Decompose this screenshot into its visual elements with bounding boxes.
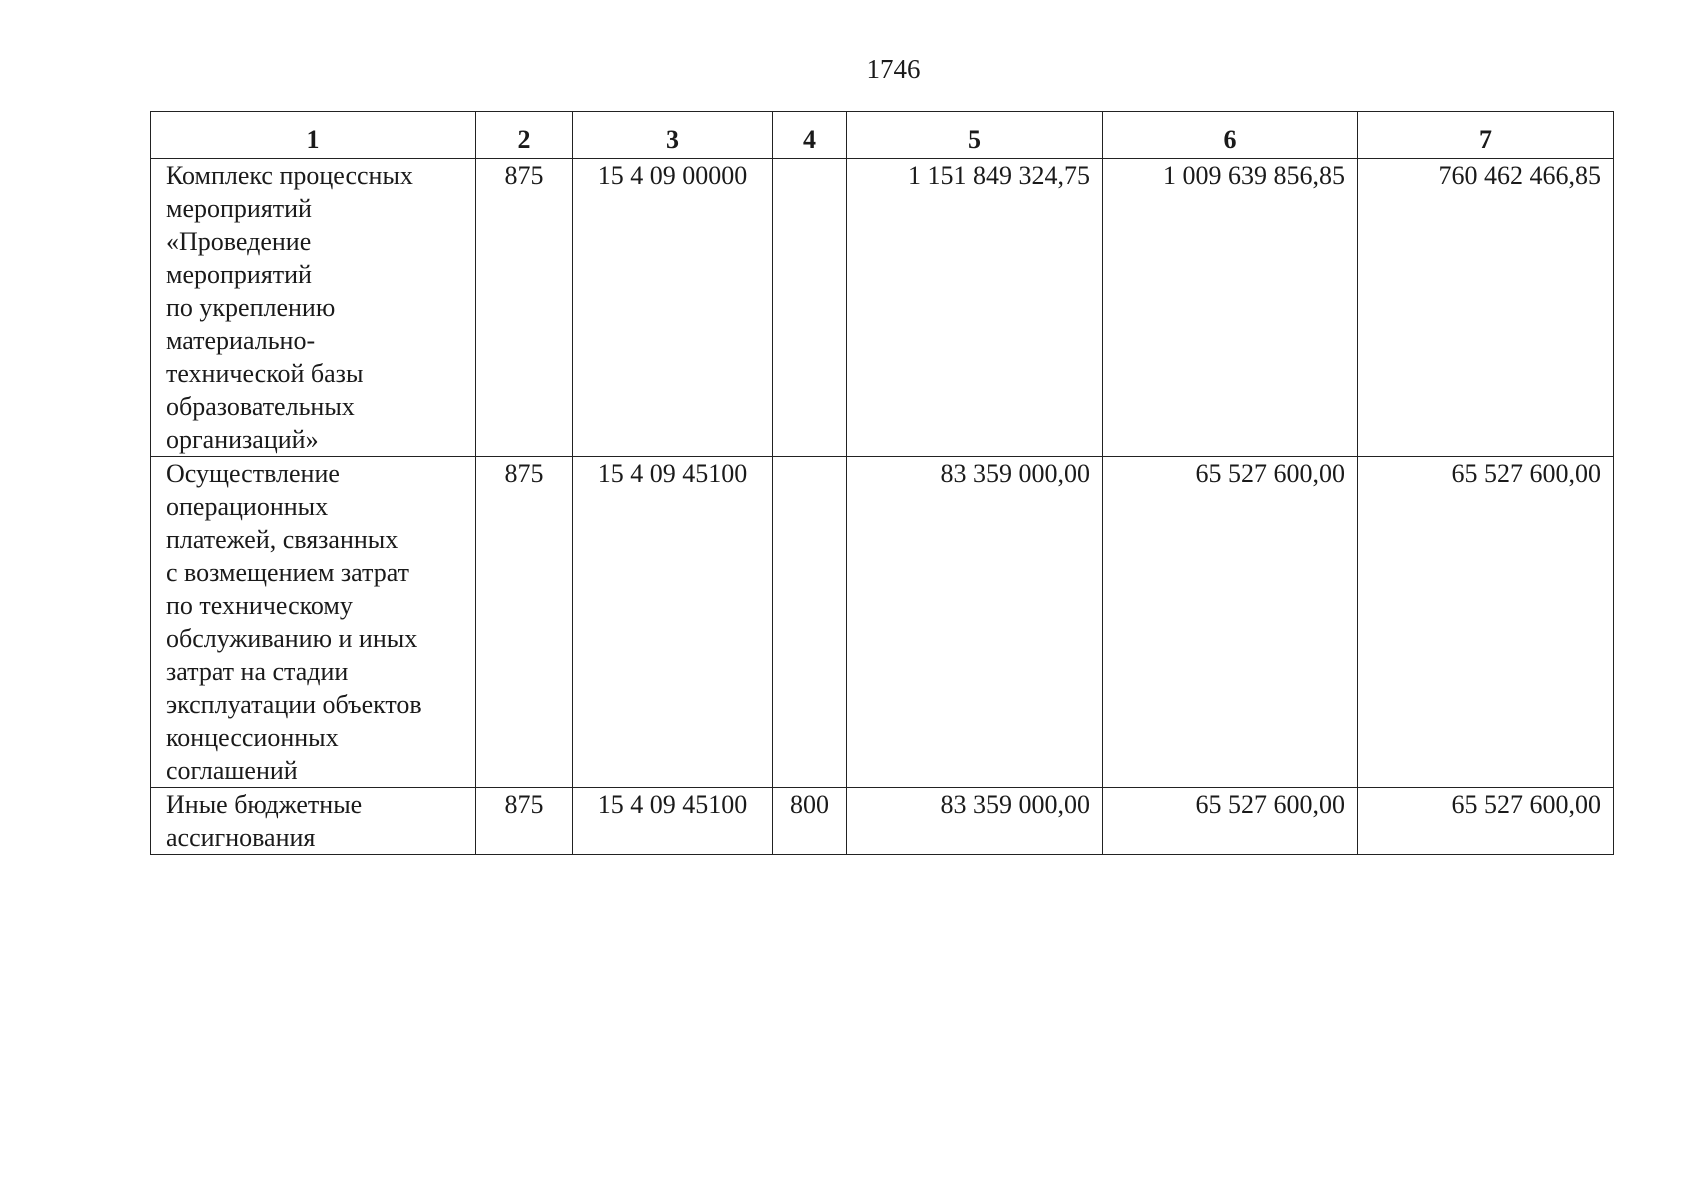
column-header-5: 5 <box>847 112 1103 159</box>
column-header-4: 4 <box>773 112 847 159</box>
ministry-code-cell: 875 <box>476 159 573 457</box>
row-name-cell <box>151 788 476 855</box>
table-row <box>151 457 1614 788</box>
amount-col5-cell: 1 151 849 324,75 <box>847 159 1103 457</box>
row-name-line: по укреплению <box>166 293 336 322</box>
column-header-3: 3 <box>573 112 773 159</box>
row-name-line: обслуживанию и иных <box>166 624 418 653</box>
amount-col5-cell: 83 359 000,00 <box>847 457 1103 788</box>
column-header-2: 2 <box>476 112 573 159</box>
row-name-line: материально- <box>166 326 316 355</box>
ministry-code-cell: 875 <box>476 457 573 788</box>
row-name-line: соглашений <box>166 756 298 785</box>
table-row <box>151 159 1614 457</box>
row-name-line: «Проведение <box>166 227 312 256</box>
amount-col7-cell: 65 527 600,00 <box>1358 788 1614 855</box>
row-name-line: ассигнования <box>166 823 316 852</box>
row-name-line: с возмещением затрат <box>166 558 409 587</box>
amount-col6-cell: 65 527 600,00 <box>1103 457 1358 788</box>
expense-type-cell <box>773 457 847 788</box>
expense-type-cell: 800 <box>773 788 847 855</box>
amount-col7-cell: 760 462 466,85 <box>1358 159 1614 457</box>
row-name-line: операционных <box>166 492 329 521</box>
budget-table <box>150 111 1614 855</box>
row-name-cell <box>151 457 476 788</box>
row-name-line: технической базы <box>166 359 364 388</box>
page-number: 1746 <box>866 54 921 84</box>
row-name-line: Комплекс процессных <box>166 161 413 190</box>
column-header-7: 7 <box>1358 112 1614 159</box>
target-article-cell: 15 4 09 00000 <box>573 159 773 457</box>
row-name-cell <box>151 159 476 457</box>
row-name-line: Иные бюджетные <box>166 790 363 819</box>
row-name-line: эксплуатации объектов <box>166 690 422 719</box>
amount-col6-cell: 65 527 600,00 <box>1103 788 1358 855</box>
row-name-line: платежей, связанных <box>166 525 399 554</box>
row-name-line: образовательных <box>166 392 355 421</box>
amount-col6-cell: 1 009 639 856,85 <box>1103 159 1358 457</box>
row-name-line: Осуществление <box>166 459 340 488</box>
row-name-line: мероприятий <box>166 260 312 289</box>
column-header-1: 1 <box>151 112 476 159</box>
row-name-line: по техническому <box>166 591 353 620</box>
row-name-line: мероприятий <box>166 194 312 223</box>
target-article-cell: 15 4 09 45100 <box>573 788 773 855</box>
row-name-line: затрат на стадии <box>166 657 349 686</box>
table-row <box>151 788 1614 855</box>
row-name-line: концессионных <box>166 723 339 752</box>
ministry-code-cell: 875 <box>476 788 573 855</box>
target-article-cell: 15 4 09 45100 <box>573 457 773 788</box>
row-name-line: организаций» <box>166 425 319 454</box>
column-header-6: 6 <box>1103 112 1358 159</box>
amount-col5-cell: 83 359 000,00 <box>847 788 1103 855</box>
header-row <box>151 112 1614 159</box>
expense-type-cell <box>773 159 847 457</box>
amount-col7-cell: 65 527 600,00 <box>1358 457 1614 788</box>
